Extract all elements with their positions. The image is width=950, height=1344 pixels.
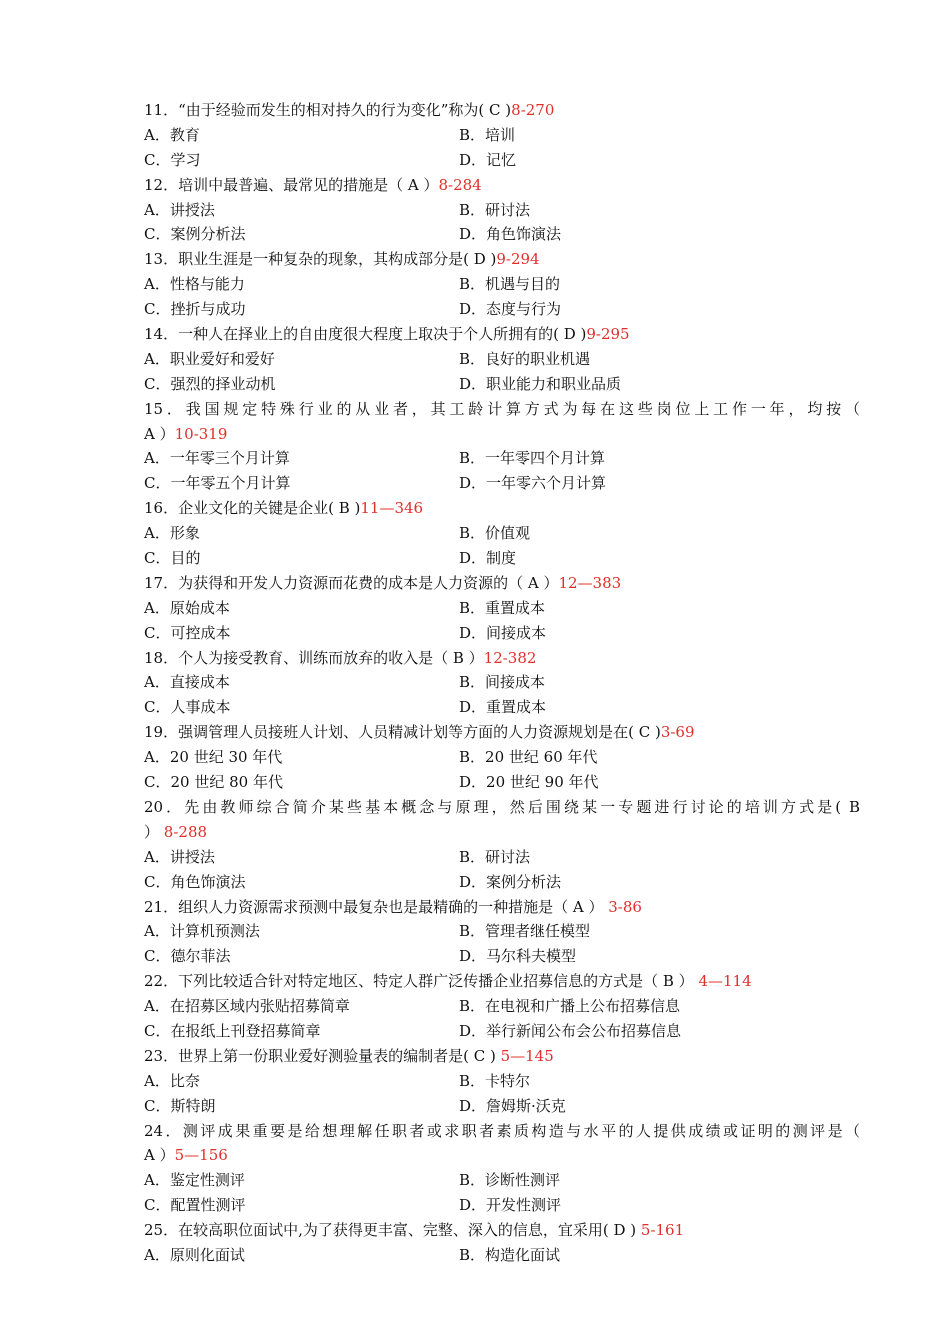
option-c: C．强烈的择业动机 [144, 374, 276, 393]
options-row [144, 1168, 860, 1193]
option-b: B．在电视和广播上公布招募信息 [459, 997, 681, 1016]
option-a: A．讲授法 [144, 200, 215, 219]
options-row [144, 670, 860, 695]
options-row [144, 1019, 860, 1044]
option-c: C．斯特朗 [144, 1096, 216, 1115]
options-row [144, 1243, 860, 1268]
options-row [144, 1069, 860, 1094]
options-row [144, 695, 860, 720]
option-b: B．研讨法 [459, 200, 531, 219]
options-row [144, 919, 860, 944]
question-24-stem: 24．测评成果重要是给想理解任职者或求职者素质构造与水平的人提供成绩或证明的测评是（ [144, 1121, 860, 1140]
page-reference: 8-288 [163, 822, 208, 841]
option-a: A．形象 [144, 524, 200, 543]
question-24-stem-continued: A ）5—156 [144, 1146, 228, 1165]
option-d: D．制度 [459, 549, 517, 568]
option-b: B．管理者继任模型 [459, 922, 591, 941]
question-13-stem: 13．职业生涯是一种复杂的现象，其构成部分是( D )9-294 [144, 250, 540, 269]
options-row [144, 745, 860, 770]
options-row [144, 845, 860, 870]
question-12-stem: 12．培训中最普遍、最常见的措施是（ A ）8-284 [144, 175, 482, 194]
page-reference: 5—145 [500, 1046, 554, 1065]
question-19-stem: 19．强调管理人员接班人计划、人员精减计划等方面的人力资源规划是在( C )3-69 [144, 723, 695, 742]
option-a: A．职业爱好和爱好 [144, 349, 275, 368]
option-d: D．态度与行为 [459, 300, 562, 319]
option-d: D．詹姆斯·沃克 [459, 1096, 566, 1115]
option-c: C．目的 [144, 549, 201, 568]
option-a: A．原则化面试 [144, 1245, 245, 1264]
option-d: D．马尔科夫模型 [459, 947, 577, 966]
option-c: C．在报纸上刊登招募简章 [144, 1021, 321, 1040]
option-b: B．间接成本 [459, 673, 546, 692]
option-d: D．重置成本 [459, 698, 547, 717]
question-23-stem: 23．世界上第一份职业爱好测验量表的编制者是( C ) 5—145 [144, 1046, 554, 1065]
question-20-stem-continued: ） 8-288 [144, 822, 208, 841]
option-d: D．案例分析法 [459, 872, 562, 891]
options-row [144, 621, 860, 646]
option-c: C．人事成本 [144, 698, 231, 717]
options-row [144, 272, 860, 297]
option-b: B．培训 [459, 125, 516, 144]
page-reference: 5-161 [640, 1221, 685, 1240]
options-row [144, 1094, 860, 1119]
option-c: C．角色饰演法 [144, 872, 246, 891]
question-22-stem: 22．下列比较适合针对特定地区、特定人群广泛传播企业招募信息的方式是（ B ） 4—114 [144, 972, 752, 991]
question-14-stem: 14．一种人在择业上的自由度很大程度上取决于个人所拥有的( D )9-295 [144, 325, 630, 344]
option-a: A．一年零三个月计算 [144, 449, 290, 468]
option-c: C．一年零五个月计算 [144, 474, 291, 493]
option-a: A．鉴定性测评 [144, 1171, 245, 1190]
question-25-stem: 25．在较高职位面试中,为了获得更丰富、完整、深入的信息，宜采用( D ) 5-161 [144, 1221, 685, 1240]
options-row [144, 521, 860, 546]
option-d: D．角色饰演法 [459, 225, 562, 244]
option-b: B．一年零四个月计算 [459, 449, 606, 468]
options-row [144, 148, 860, 173]
page-reference: 4—114 [698, 972, 752, 991]
option-c: C．可控成本 [144, 623, 231, 642]
option-b: B．重置成本 [459, 598, 546, 617]
option-d: D．举行新闻公布会公布招募信息 [459, 1021, 682, 1040]
page-reference: 8-270 [511, 101, 555, 119]
option-b: B．卡特尔 [459, 1071, 531, 1090]
page-reference: 8-284 [438, 175, 482, 194]
options-row [144, 770, 860, 795]
question-15-stem: 15．我国规定特殊行业的从业者，其工龄计算方式为每在这些岗位上工作一年，均按（ [144, 399, 860, 418]
page-reference: 9-295 [586, 325, 630, 344]
options-row [144, 372, 860, 397]
options-row [144, 446, 860, 471]
page-reference: 10-319 [174, 424, 228, 443]
option-a: A．教育 [144, 125, 200, 144]
option-c: C．案例分析法 [144, 225, 246, 244]
option-c: C．学习 [144, 150, 201, 169]
option-b: B．研讨法 [459, 847, 531, 866]
options-row [144, 596, 860, 621]
option-b: B．诊断性测评 [459, 1171, 561, 1190]
option-a: A．讲授法 [144, 847, 215, 866]
options-row [144, 297, 860, 322]
option-a: A．性格与能力 [144, 275, 245, 294]
option-b: B．20 世纪 60 年代 [459, 748, 598, 767]
question-15-stem-continued: A ）10-319 [144, 424, 228, 443]
option-d: D．职业能力和职业品质 [459, 374, 622, 393]
page-reference: 3-69 [660, 723, 695, 742]
option-a: A．20 世纪 30 年代 [144, 748, 283, 767]
question-18-stem: 18．个人为接受教育、训练而放弃的收入是（ B ）12-382 [144, 648, 537, 667]
option-a: A．计算机预测法 [144, 922, 260, 941]
page-reference: 9-294 [496, 250, 540, 269]
option-c: C．德尔菲法 [144, 947, 231, 966]
option-c: C．挫折与成功 [144, 300, 246, 319]
options-row [144, 198, 860, 223]
option-d: D．记忆 [459, 150, 517, 169]
option-a: A．直接成本 [144, 673, 230, 692]
options-row [144, 347, 860, 372]
options-row [144, 546, 860, 571]
question-list [144, 98, 860, 1268]
page-reference: 3-86 [608, 897, 642, 916]
option-d: D．间接成本 [459, 623, 547, 642]
option-a: A．原始成本 [144, 598, 230, 617]
option-b: B．良好的职业机遇 [459, 349, 591, 368]
options-row [144, 222, 860, 247]
options-row [144, 944, 860, 969]
option-b: B．构造化面试 [459, 1245, 561, 1264]
page-reference: 12—383 [558, 573, 622, 592]
question-21-stem: 21．组织人力资源需求预测中最复杂也是最精确的一种措施是（ A ） 3-86 [144, 897, 642, 916]
question-11-stem: 11．“由于经验而发生的相对持久的行为变化”称为( C )8-270 [144, 101, 555, 119]
question-20-stem: 20．先由教师综合简介某些基本概念与原理，然后围绕某一专题进行讨论的培训方式是( B [144, 797, 860, 816]
question-16-stem: 16．企业文化的关键是企业( B )11—346 [144, 499, 424, 518]
options-row [144, 123, 860, 148]
options-row [144, 994, 860, 1019]
option-a: A．比奈 [144, 1071, 200, 1090]
question-17-stem: 17．为获得和开发人力资源而花费的成本是人力资源的（ A ）12—383 [144, 573, 622, 592]
page-reference: 5—156 [174, 1146, 228, 1165]
option-c: C．20 世纪 80 年代 [144, 773, 283, 792]
option-c: C．配置性测评 [144, 1196, 246, 1215]
option-b: B．价值观 [459, 524, 531, 543]
options-row [144, 1193, 860, 1218]
option-d: D．一年零六个月计算 [459, 474, 607, 493]
options-row [144, 471, 860, 496]
option-d: D．20 世纪 90 年代 [459, 773, 599, 792]
option-a: A．在招募区域内张贴招募简章 [144, 997, 350, 1016]
options-row [144, 870, 860, 895]
page-reference: 12-382 [483, 648, 537, 667]
option-d: D．开发性测评 [459, 1196, 562, 1215]
option-b: B．机遇与目的 [459, 275, 561, 294]
page-reference: 11—346 [360, 499, 424, 518]
